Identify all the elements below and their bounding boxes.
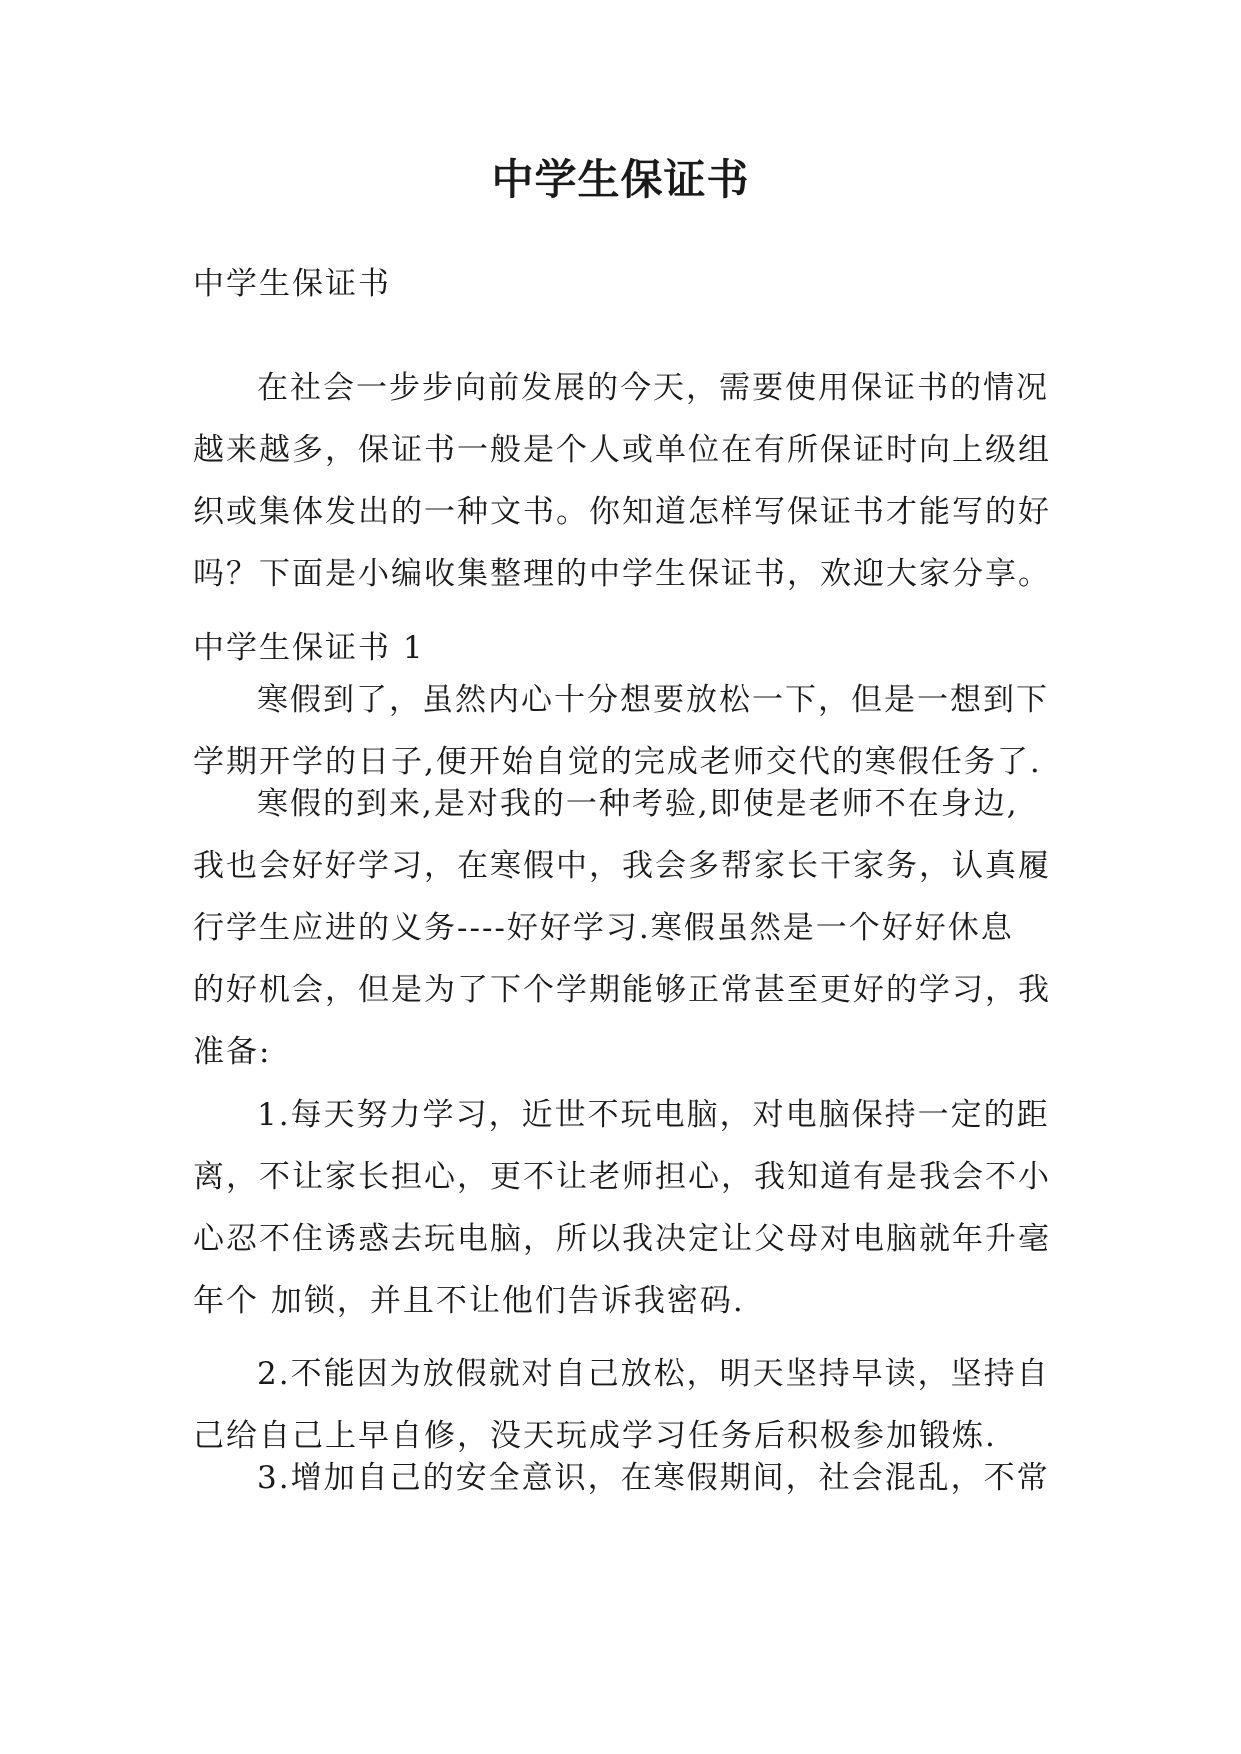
subtitle-text: 中学生保证书 <box>193 266 391 302</box>
paragraph-line: 寒假的到来,是对我的一种考验,即使是老师不在身边, <box>257 786 1019 822</box>
list-item-line: 2.不能因为放假就对自己放松，明天坚持早读，坚持自 <box>257 1356 1050 1392</box>
list-item-line: 1.每天努力学习，近世不玩电脑，对电脑保持一定的距 <box>257 1097 1050 1133</box>
intro-paragraph <box>193 357 1053 605</box>
paragraph-line: 准备: <box>193 1034 272 1070</box>
list-item-1 <box>193 1084 1053 1332</box>
list-item-line: 离，不让家长担心，更不让老师担心，我知道有是我会不小 <box>193 1159 1051 1195</box>
list-item-line: 3.增加自己的安全意识，在寒假期间，社会混乱，不常 <box>257 1460 1050 1496</box>
paragraph-line: 寒假到了，虽然内心十分想要放松一下，但是一想到下 <box>257 682 1049 718</box>
intro-line: 织或集体发出的一种文书。你知道怎样写保证书才能写的好 <box>193 494 1051 530</box>
paragraph-line: 的好机会，但是为了下个学期能够正常甚至更好的学习，我 <box>193 972 1051 1008</box>
list-item-line: 心忍不住诱惑去玩电脑，所以我决定让父母对电脑就年升毫 <box>193 1221 1051 1257</box>
list-item-3 <box>193 1447 1053 1509</box>
intro-line: 吗？下面是小编收集整理的中学生保证书，欢迎大家分享。 <box>193 556 1051 592</box>
paragraph-line: 行学生应进的义务----好好学习.寒假虽然是一个好好休息 <box>193 910 1014 946</box>
intro-line: 越来越多，保证书一般是个人或单位在有所保证时向上级组 <box>193 432 1051 468</box>
section-heading-text: 中学生保证书 1 <box>193 630 425 666</box>
paragraph-line: 我也会好好学习，在寒假中，我会多帮家长干家务，认真履 <box>193 848 1051 884</box>
document-title: 中学生保证书 <box>491 155 750 204</box>
list-item-line: 年个 加锁，并且不让他们告诉我密码. <box>193 1283 745 1319</box>
intro-line: 在社会一步步向前发展的今天，需要使用保证书的情况 <box>257 370 1049 406</box>
paragraph-line: 学期开学的日子,便开始自觉的完成老师交代的寒假任务了. <box>193 744 1042 780</box>
list-item-line: 己给自己上早自修，没天玩成学习任务后积极参加锻炼. <box>193 1418 997 1454</box>
paragraph-2 <box>193 773 1053 1083</box>
document-subtitle <box>193 253 1053 315</box>
